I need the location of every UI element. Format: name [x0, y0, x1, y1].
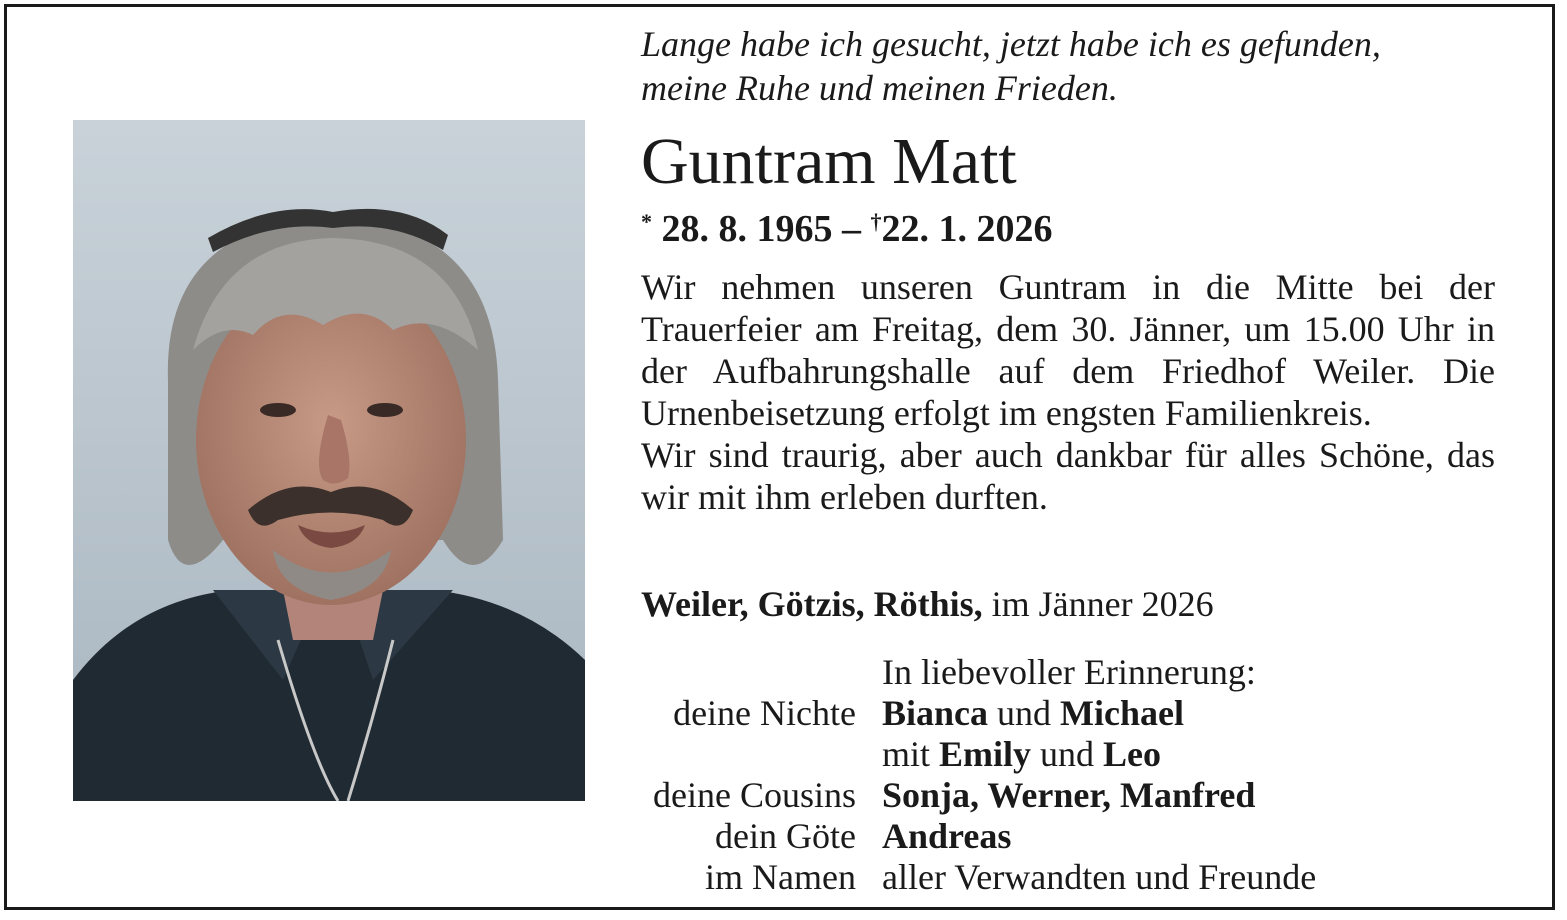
conjunction-1: und — [997, 693, 1052, 733]
niece-names — [882, 693, 1184, 734]
role-cousins: deine Cousins — [653, 775, 856, 815]
place-and-date — [641, 582, 1495, 626]
mourner-row-niece — [560, 693, 1520, 734]
child-name-1: Emily — [939, 734, 1032, 774]
date-separator: – — [842, 208, 861, 250]
conjunction-2: und — [1040, 734, 1095, 774]
role-niece: deine Nichte — [673, 693, 856, 733]
death-date: 22. 1. 2026 — [881, 208, 1053, 250]
cousins-names — [882, 775, 1255, 816]
mourners-list — [560, 652, 1520, 898]
paragraph-gratitude: Wir sind traurig, aber auch dankbar für alles Schöne, das wir mit ihm erleben durften. — [641, 435, 1495, 517]
motto-quote — [641, 22, 1495, 110]
birth-symbol: * — [641, 209, 652, 234]
motto-line-1: Lange habe ich gesucht, jetzt habe ich es gefunden, — [641, 24, 1381, 64]
mourner-row-cousins — [560, 775, 1520, 816]
niece-name-2: Michael — [1060, 693, 1184, 733]
with-word: mit — [882, 734, 931, 774]
birth-date: 28. 8. 1965 — [661, 208, 833, 250]
paragraph-ceremony: Wir nehmen unseren Guntram in die Mitte bei der Trauerfeier am Freitag, dem 30. Jänner, um 15.00 Uhr in der Aufbahrungshalle auf dem Friedhof Weiler. Die Urnenbeisetzung erfolgt im engsten Familienkreis. — [641, 267, 1495, 433]
role-empty-2 — [560, 734, 882, 775]
mourner-row-children — [560, 734, 1520, 775]
on-behalf-text: aller Verwandten und Freunde — [882, 857, 1317, 897]
mourner-row-on-behalf — [560, 857, 1520, 898]
children-names — [882, 734, 1161, 775]
death-symbol: † — [870, 209, 882, 234]
mourners-intro-row — [560, 652, 1520, 693]
towns: Weiler, Götzis, Röthis, — [641, 584, 983, 624]
life-dates — [641, 200, 1495, 251]
godfather-name-wrap — [882, 816, 1011, 857]
role-empty — [560, 652, 882, 693]
cousins-list: Sonja, Werner, Manfred — [882, 775, 1256, 815]
godfather-name: Andreas — [882, 816, 1012, 856]
niece-name-1: Bianca — [882, 693, 989, 733]
role-godfather: dein Göte — [715, 816, 856, 856]
child-name-2: Leo — [1103, 734, 1162, 774]
mourner-row-godfather — [560, 816, 1520, 857]
role-on-behalf: im Namen — [705, 857, 856, 897]
month-year: im Jänner 2026 — [991, 584, 1214, 624]
mourners-intro: In liebevoller Erinnerung: — [882, 652, 1256, 692]
announcement-text — [641, 266, 1495, 518]
portrait-photo — [73, 120, 585, 801]
deceased-name: Guntram Matt — [641, 125, 1017, 198]
motto-line-2: meine Ruhe und meinen Frieden. — [641, 68, 1118, 108]
